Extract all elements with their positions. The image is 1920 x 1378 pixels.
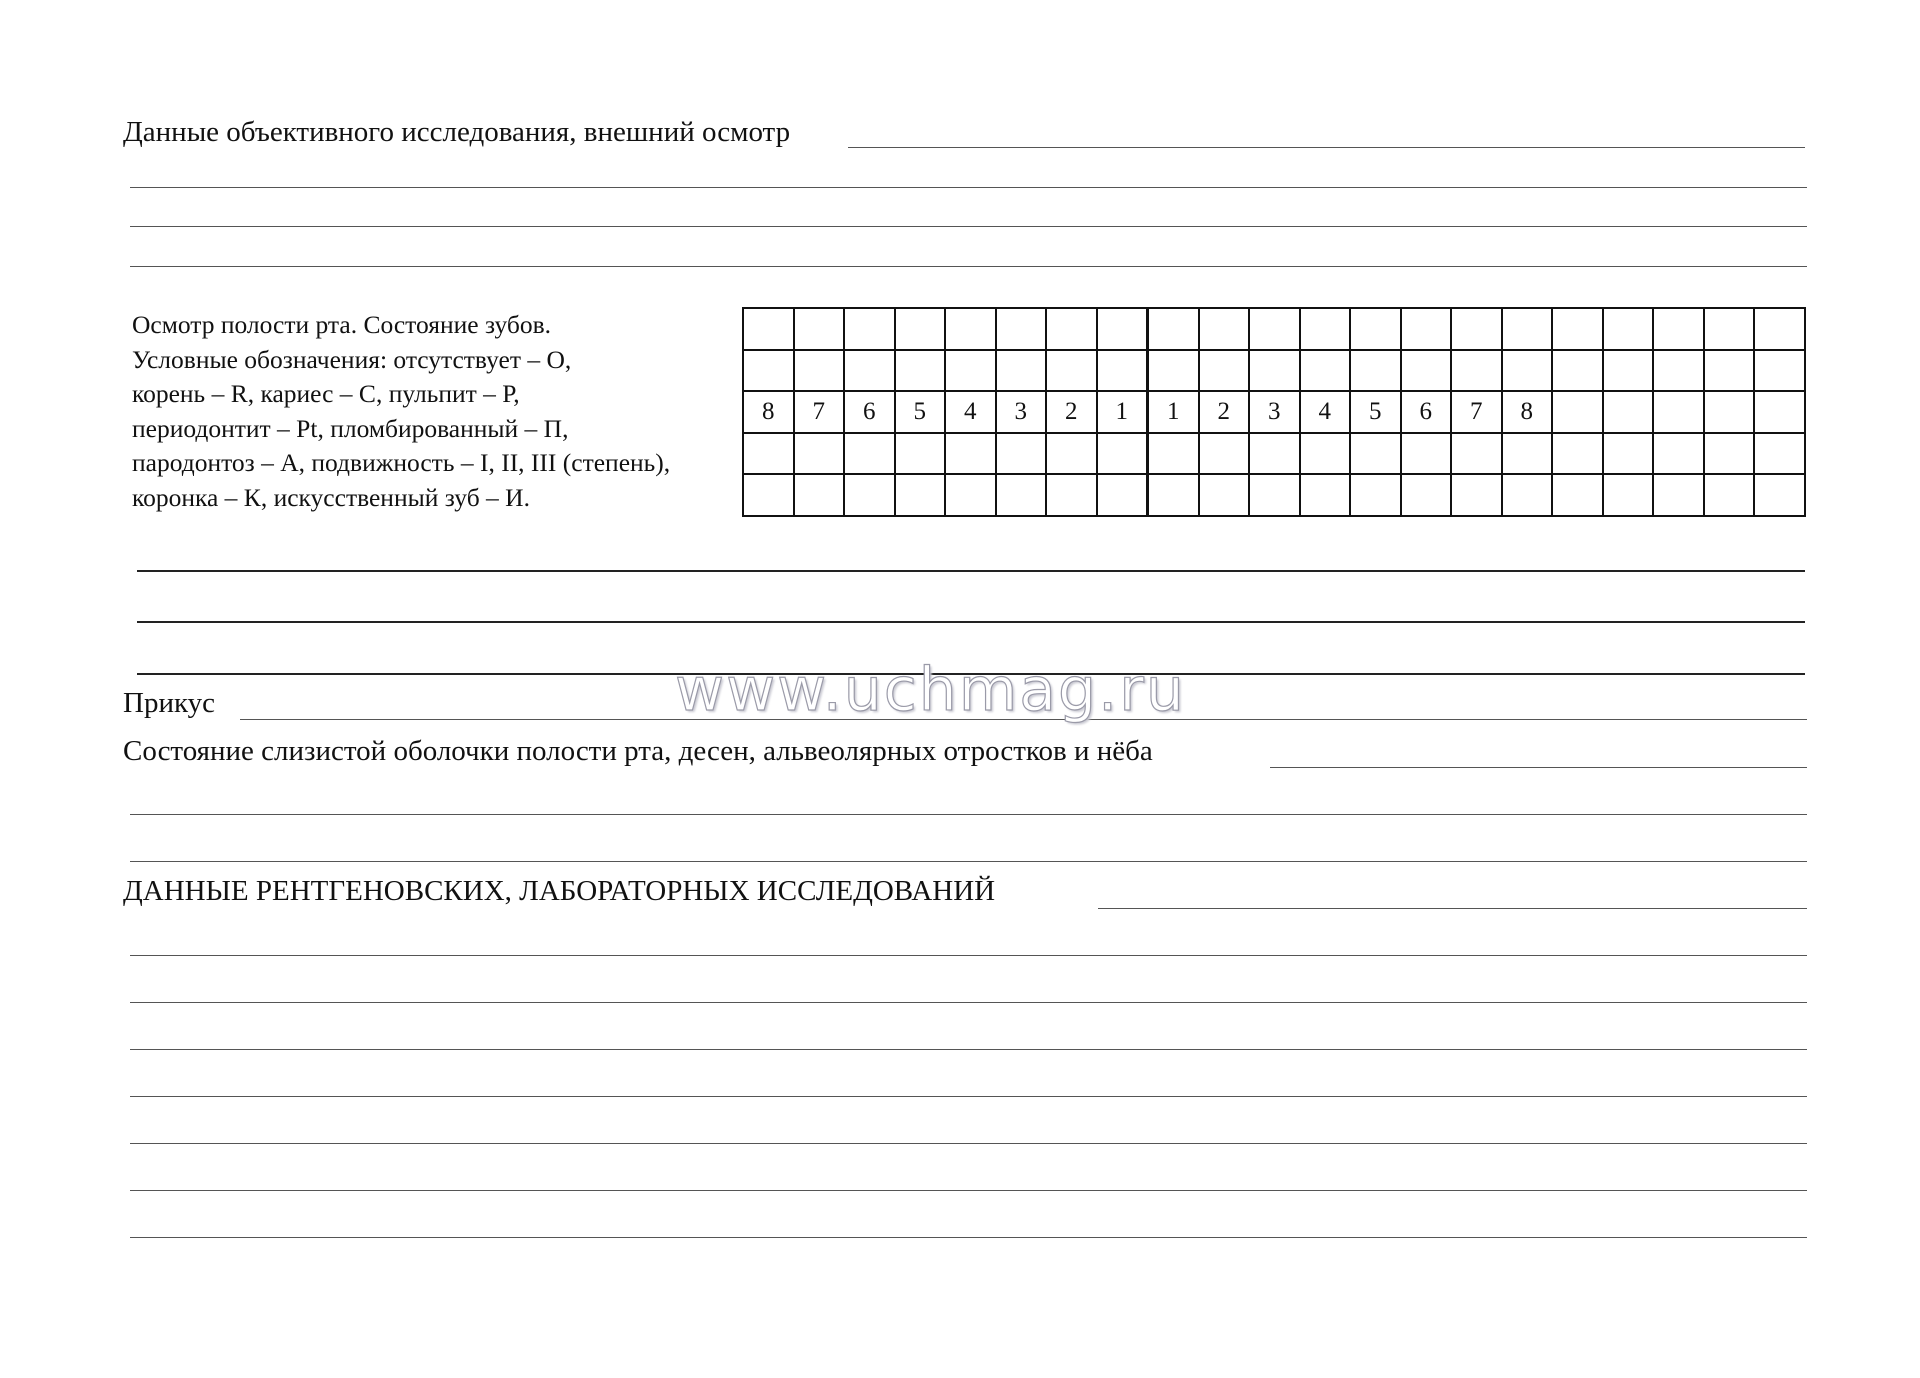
tooth-status-cell[interactable] xyxy=(794,433,845,475)
tooth-number-cell: 2 xyxy=(1046,391,1097,433)
tooth-status-cell[interactable] xyxy=(1300,433,1351,475)
tooth-status-cell[interactable] xyxy=(844,433,895,475)
tooth-status-cell[interactable] xyxy=(1704,433,1755,475)
tooth-status-cell[interactable] xyxy=(1199,308,1250,350)
tooth-number-cell xyxy=(1653,391,1704,433)
tooth-status-cell[interactable] xyxy=(1046,433,1097,475)
tooth-status-cell[interactable] xyxy=(1300,350,1351,392)
tooth-status-cell[interactable] xyxy=(1552,350,1603,392)
tooth-status-cell[interactable] xyxy=(1451,308,1502,350)
tooth-status-cell[interactable] xyxy=(844,474,895,516)
tooth-number-cell xyxy=(1552,391,1603,433)
tooth-status-cell[interactable] xyxy=(895,308,946,350)
tooth-status-cell[interactable] xyxy=(1754,350,1805,392)
tooth-status-cell[interactable] xyxy=(794,474,845,516)
tooth-status-cell[interactable] xyxy=(996,308,1047,350)
tooth-status-cell[interactable] xyxy=(1552,433,1603,475)
tooth-status-cell[interactable] xyxy=(945,474,996,516)
tooth-status-cell[interactable] xyxy=(1704,350,1755,392)
tooth-status-cell[interactable] xyxy=(1451,433,1502,475)
tooth-status-cell[interactable] xyxy=(743,474,794,516)
tooth-status-cell[interactable] xyxy=(1148,474,1199,516)
tooth-status-cell[interactable] xyxy=(1603,474,1654,516)
tooth-number-cell: 7 xyxy=(1451,391,1502,433)
tooth-number-cell: 5 xyxy=(895,391,946,433)
tooth-status-cell[interactable] xyxy=(743,350,794,392)
tooth-status-cell[interactable] xyxy=(1148,308,1199,350)
lab-line-8[interactable] xyxy=(130,1237,1807,1238)
tooth-status-cell[interactable] xyxy=(1199,433,1250,475)
tooth-number-cell: 8 xyxy=(1502,391,1553,433)
tooth-status-cell[interactable] xyxy=(743,308,794,350)
lab-line-7[interactable] xyxy=(130,1190,1807,1191)
lab-line-4[interactable] xyxy=(130,1049,1807,1050)
tooth-status-cell[interactable] xyxy=(743,433,794,475)
tooth-status-cell[interactable] xyxy=(1502,433,1553,475)
tooth-status-cell[interactable] xyxy=(1552,308,1603,350)
tooth-status-cell[interactable] xyxy=(1603,433,1654,475)
tooth-status-cell[interactable] xyxy=(1199,474,1250,516)
tooth-status-cell[interactable] xyxy=(1097,350,1148,392)
tooth-status-cell[interactable] xyxy=(1754,474,1805,516)
external-exam-line-4[interactable] xyxy=(130,266,1807,267)
tooth-number-cell: 4 xyxy=(1300,391,1351,433)
tooth-number-cell: 5 xyxy=(1350,391,1401,433)
tooth-status-cell[interactable] xyxy=(1704,308,1755,350)
tooth-status-row xyxy=(743,433,1805,475)
external-exam-label: Данные объективного исследования, внешний осмотр xyxy=(123,116,791,148)
tooth-status-cell[interactable] xyxy=(1754,433,1805,475)
tooth-status-cell[interactable] xyxy=(1653,308,1704,350)
tooth-number-cell: 1 xyxy=(1148,391,1199,433)
tooth-status-cell[interactable] xyxy=(1552,474,1603,516)
tooth-status-cell[interactable] xyxy=(844,308,895,350)
oral-notes-line-1[interactable] xyxy=(137,570,1805,572)
tooth-status-cell[interactable] xyxy=(996,433,1047,475)
tooth-number-cell: 2 xyxy=(1199,391,1250,433)
lab-line-5[interactable] xyxy=(130,1096,1807,1097)
legend-line: пародонтоз – А, подвижность – I, II, III (степень), xyxy=(132,448,671,477)
tooth-status-cell[interactable] xyxy=(1653,433,1704,475)
tooth-number-cell xyxy=(1754,391,1805,433)
tooth-status-cell[interactable] xyxy=(1401,308,1452,350)
tooth-status-row xyxy=(743,474,1805,516)
tooth-status-cell[interactable] xyxy=(996,350,1047,392)
tooth-status-cell[interactable] xyxy=(945,433,996,475)
tooth-status-cell[interactable] xyxy=(1350,350,1401,392)
tooth-number-cell: 4 xyxy=(945,391,996,433)
tooth-status-cell[interactable] xyxy=(895,433,946,475)
tooth-number-cell: 6 xyxy=(844,391,895,433)
tooth-status-cell[interactable] xyxy=(1249,350,1300,392)
tooth-status-cell[interactable] xyxy=(1350,433,1401,475)
tooth-status-cell[interactable] xyxy=(1300,474,1351,516)
tooth-status-cell[interactable] xyxy=(1046,350,1097,392)
legend-line: периодонтит – Pt, пломбированный – П, xyxy=(132,413,569,443)
legend-line: коронка – К, искусственный зуб – И. xyxy=(132,482,530,512)
tooth-status-cell[interactable] xyxy=(1451,474,1502,516)
lab-line-6[interactable] xyxy=(130,1143,1807,1144)
tooth-status-cell[interactable] xyxy=(1704,474,1755,516)
tooth-status-cell[interactable] xyxy=(794,350,845,392)
mucosa-line-2[interactable] xyxy=(130,814,1807,815)
tooth-status-cell[interactable] xyxy=(1653,350,1704,392)
tooth-status-cell[interactable] xyxy=(1350,474,1401,516)
tooth-status-row xyxy=(743,350,1805,392)
mucosa-field[interactable] xyxy=(1270,767,1807,768)
tooth-status-cell[interactable] xyxy=(1502,350,1553,392)
tooth-number-cell xyxy=(1704,391,1755,433)
tooth-status-cell[interactable] xyxy=(1451,350,1502,392)
mucosa-label: Состояние слизистой оболочки полости рта, десен, альвеолярных отростков и нёба xyxy=(123,735,1153,767)
tooth-status-cell[interactable] xyxy=(1148,433,1199,475)
tooth-status-cell[interactable] xyxy=(1502,308,1553,350)
tooth-status-cell[interactable] xyxy=(1754,308,1805,350)
tooth-status-cell[interactable] xyxy=(1350,308,1401,350)
legend-line: Осмотр полости рта. Состояние зубов. xyxy=(132,310,552,339)
external-exam-field[interactable] xyxy=(848,147,1805,148)
lab-label: ДАННЫЕ РЕНТГЕНОВСКИХ, ЛАБОРАТОРНЫХ ИССЛЕДОВАНИЙ xyxy=(123,875,996,907)
lab-line-2[interactable] xyxy=(130,955,1807,956)
tooth-status-cell[interactable] xyxy=(1046,308,1097,350)
tooth-number-cell: 6 xyxy=(1401,391,1452,433)
tooth-number-cell: 1 xyxy=(1097,391,1148,433)
tooth-status-cell[interactable] xyxy=(1603,350,1654,392)
bite-label: Прикус xyxy=(123,687,216,719)
tooth-status-cell[interactable] xyxy=(1300,308,1351,350)
tooth-status-row xyxy=(743,308,1805,350)
legend-line: Условные обозначения: отсутствует – О, xyxy=(132,344,572,374)
tooth-number-cell: 3 xyxy=(1249,391,1300,433)
tooth-status-cell[interactable] xyxy=(1097,474,1148,516)
tooth-status-cell[interactable] xyxy=(945,308,996,350)
tooth-status-cell[interactable] xyxy=(1249,308,1300,350)
tooth-status-cell[interactable] xyxy=(945,350,996,392)
tooth-status-cell[interactable] xyxy=(1401,433,1452,475)
external-exam-line-3[interactable] xyxy=(130,226,1807,227)
tooth-status-cell[interactable] xyxy=(1046,474,1097,516)
watermark: www.uchmag.ru xyxy=(675,655,1186,725)
lab-field[interactable] xyxy=(1098,908,1807,909)
tooth-number-row xyxy=(743,391,1805,433)
tooth-status-cell[interactable] xyxy=(895,350,946,392)
tooth-status-cell[interactable] xyxy=(794,308,845,350)
tooth-status-cell[interactable] xyxy=(1401,474,1452,516)
tooth-status-cell[interactable] xyxy=(1249,433,1300,475)
tooth-status-cell[interactable] xyxy=(1097,433,1148,475)
tooth-chart xyxy=(742,307,1806,517)
oral-notes-line-2[interactable] xyxy=(137,621,1805,623)
tooth-status-cell[interactable] xyxy=(895,474,946,516)
tooth-status-cell[interactable] xyxy=(844,350,895,392)
tooth-status-cell[interactable] xyxy=(1401,350,1452,392)
legend-line: корень – R, кариес – С, пульпит – Р, xyxy=(132,379,520,408)
tooth-status-cell[interactable] xyxy=(1199,350,1250,392)
tooth-status-cell[interactable] xyxy=(1502,474,1553,516)
lab-line-3[interactable] xyxy=(130,1002,1807,1003)
tooth-number-cell: 8 xyxy=(743,391,794,433)
tooth-status-cell[interactable] xyxy=(1603,308,1654,350)
external-exam-line-2[interactable] xyxy=(130,187,1807,188)
mucosa-line-3[interactable] xyxy=(130,861,1807,862)
tooth-number-cell xyxy=(1603,391,1654,433)
tooth-number-cell: 7 xyxy=(794,391,845,433)
tooth-status-cell[interactable] xyxy=(1249,474,1300,516)
tooth-status-cell[interactable] xyxy=(1097,308,1148,350)
tooth-status-cell[interactable] xyxy=(996,474,1047,516)
tooth-number-cell: 3 xyxy=(996,391,1047,433)
dental-legend xyxy=(132,308,670,515)
tooth-status-cell[interactable] xyxy=(1653,474,1704,516)
tooth-status-cell[interactable] xyxy=(1148,350,1199,392)
